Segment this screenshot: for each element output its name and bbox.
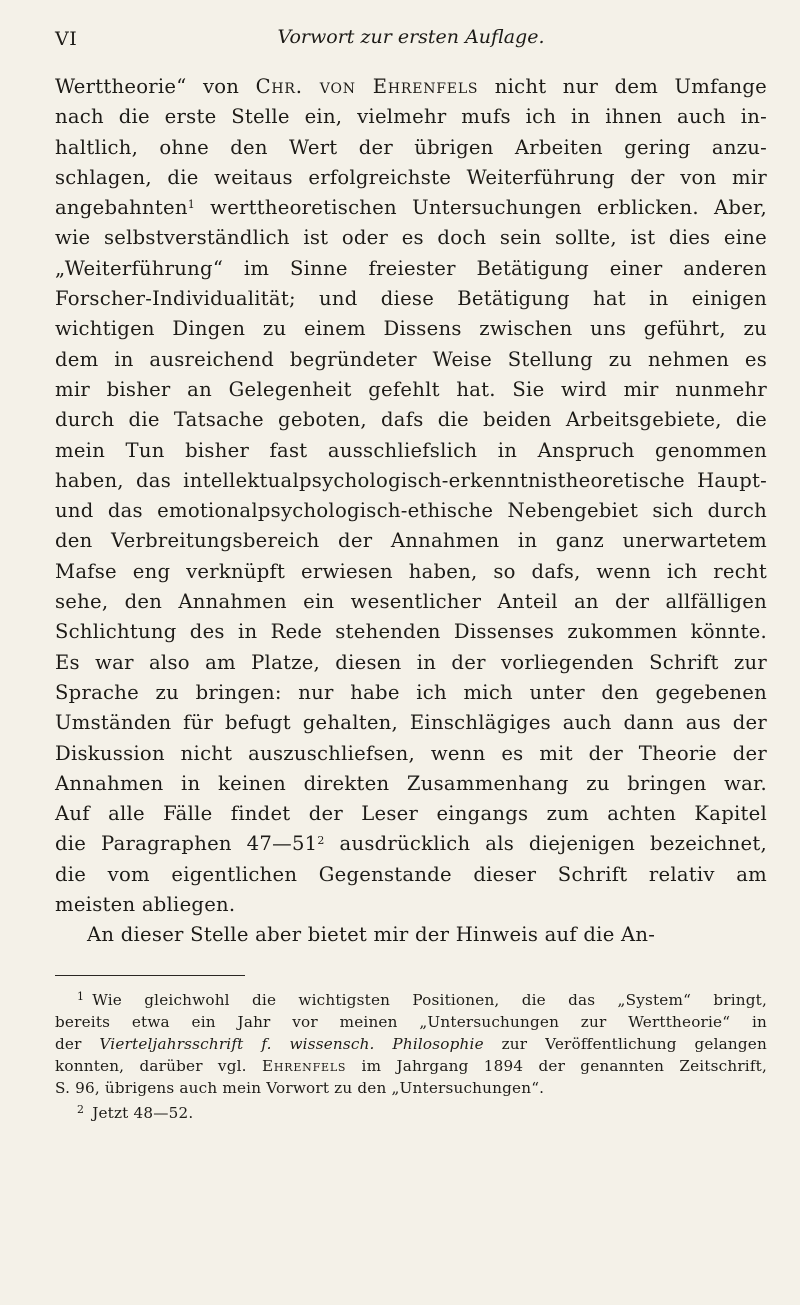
text-line: haltlich, ohne den Wert der übrigen Arbeiten gering anzu- <box>55 135 767 159</box>
author-name: Chr. von Ehrenfels <box>255 75 479 98</box>
text-line: meisten abliegen. <box>55 893 236 917</box>
text-line: haben, das intellektualpsychologisch-erkenntnistheoretische Haupt- <box>55 468 767 492</box>
footnote-line: S. 96, übrigens auch mein Vorwort zu den „Untersuchungen“. <box>55 1078 545 1097</box>
text-line: wichtigen Dingen zu einem Dissens zwischen uns geführt, zu <box>55 317 767 341</box>
text-line: Es war also am Platze, diesen in der vorliegenden Schrift zur <box>55 650 767 674</box>
page-number: VI <box>55 28 78 50</box>
main-text <box>55 72 767 951</box>
footnote-marker: 2 <box>77 1102 85 1116</box>
text-line: Diskussion nicht auszuschliefsen, wenn es mit der Theorie der <box>55 741 767 765</box>
footnote-divider <box>55 975 245 976</box>
footnote-line: konnten, darüber vgl. Ehrenfels im Jahrgang 1894 der genannten Zeitschrift, <box>55 1056 767 1075</box>
footnote-line: bereits etwa ein Jahr vor meinen „Untersuchungen zur Werttheorie“ in <box>55 1012 767 1031</box>
text-line: Sprache zu bringen: nur habe ich mich unter den gegebenen <box>55 680 767 704</box>
footnote-2: $^2$ Jetzt 48—52. <box>77 1102 194 1122</box>
author-name: Ehrenfels <box>261 1056 347 1075</box>
text-line: Mafse eng verknüpft erwiesen haben, so dafs, wenn ich recht <box>55 559 767 583</box>
footnotes <box>55 986 767 1124</box>
footnote-marker: 1 <box>77 989 85 1003</box>
journal-title: Vierteljahrsschrift f. wissensch. Philosophie <box>99 1034 484 1053</box>
text-line: durch die Tatsache geboten, dafs die beiden Arbeitsgebiete, die <box>55 408 767 432</box>
text-line: angebahnten$^1$ werttheoretischen Untersuchungen erblicken. Aber, <box>55 196 767 220</box>
page-header <box>55 20 767 72</box>
text-line: Umständen für befugt gehalten, Einschlägiges auch dann aus der <box>55 711 767 735</box>
text-line: schlagen, die weitaus erfolgreichste Weiterführung der von mir <box>55 165 767 189</box>
text-line: die Paragraphen $47—51^2$ ausdrücklich als diejenigen bezeichnet, <box>55 832 767 856</box>
text-line: Auf alle Fälle findet der Leser eingangs zum achten Kapitel <box>55 802 767 826</box>
text-line: die vom eigentlichen Gegenstande dieser Schrift relativ am <box>55 862 767 886</box>
text-line: „Weiterführung“ im Sinne freiester Betätigung einer anderen <box>55 256 767 280</box>
text-line: den Verbreitungsbereich der Annahmen in ganz unerwartetem <box>55 529 767 553</box>
text-line: An dieser Stelle aber bietet mir der Hinweis auf die An- <box>87 923 656 947</box>
text-line: dem in ausreichend begründeter Weise Stellung zu nehmen es <box>55 347 767 371</box>
text-line: Forscher-Individualität; und diese Betätigung hat in einigen <box>55 287 767 311</box>
text-line: nach die erste Stelle ein, vielmehr mufs ich in ihnen auch in- <box>55 105 767 129</box>
text-line: sehe, den Annahmen ein wesentlicher Anteil an der allfälligen <box>55 590 767 614</box>
text-line: Annahmen in keinen direkten Zusammenhang zu bringen war. <box>55 771 767 795</box>
text-line: mir bisher an Gelegenheit gefehlt hat. Sie wird mir nunmehr <box>55 377 767 401</box>
text-line: Schlichtung des in Rede stehenden Dissenses zukommen könnte. <box>55 620 767 644</box>
footnote-line: der Vierteljahrsschrift f. wissensch. Philosophie zur Veröffentlichung gelangen <box>55 1034 767 1053</box>
running-title: Vorwort zur ersten Auflage. <box>277 26 545 48</box>
footnote-reference[interactable]: 2 <box>317 834 325 848</box>
text-line: mein Tun bisher fast ausschliefslich in Anspruch genommen <box>55 438 767 462</box>
book-page <box>55 20 767 1290</box>
text-line: und das emotionalpsychologisch-ethische Nebengebiet sich durch <box>55 499 767 523</box>
text-line: Werttheorie“ von Chr. von Ehrenfels nicht nur dem Umfange <box>55 75 768 98</box>
footnote-1: $^1$ Wie gleichwohl die wichtigsten Positionen, die das „System“ bringt, <box>77 989 767 1009</box>
footnote-reference[interactable]: 1 <box>187 198 195 212</box>
text-line: wie selbstverständlich ist oder es doch sein sollte, ist dies eine <box>55 226 767 250</box>
